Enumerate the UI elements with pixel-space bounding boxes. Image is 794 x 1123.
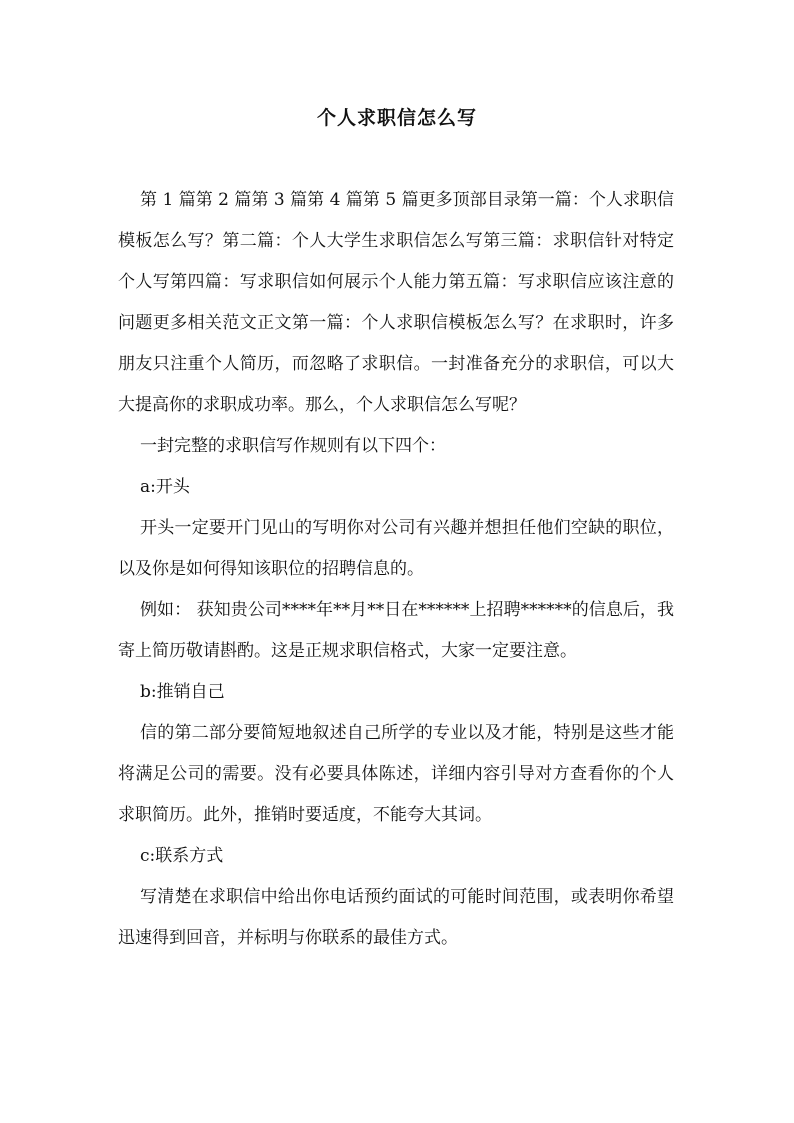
document-title: 个人求职信怎么写 [316,107,477,129]
paragraph-opening: 开头一定要开门见山的写明你对公司有兴趣并想担任他们空缺的职位，以及你是如何得知该职位的招聘信息的。 [118,518,674,579]
paragraph-self-promotion: 信的第二部分要简短地叙述自己所学的专业以及才能，特别是这些才能将满足公司的需要。没有必要具体陈述，详细内容引导对方查看你的个人求职简历。此外，推销时要适度，不能夸大其词。 [118,723,674,825]
section-heading-contact: c:联系方式 [140,846,224,866]
paragraph-rules-heading: 一封完整的求职信写作规则有以下四个： [140,436,446,456]
section-heading-self-promotion: b:推销自己 [140,682,225,702]
paragraph-intro: 第 1 篇第 2 篇第 3 篇第 4 篇第 5 篇更多顶部目录第一篇：个人求职信模板怎么写？第二篇：个人大学生求职信怎么写第三篇：求职信针对特定个人写第四篇：写求职信如何展示个人能力第五篇：写求职信应该注意的问题更多相关范文正文第一篇：个人求职信模板怎么写？在求职时，许多朋友只注重个人简历，而忽略了求职信。一封准备充分的求职信，可以大大提高你的求职成功率。那么，个人求职信怎么写呢？ [118,190,674,415]
document-body [118,180,674,959]
paragraph-contact: 写清楚在求职信中给出你电话预约面试的可能时间范围，或表明你希望迅速得到回音，并标明与你联系的最佳方式。 [118,887,674,948]
paragraph-example: 例如： 获知贵公司****年**月**日在******上招聘******的信息后，我寄上简历敬请斟酌。这是正规求职信格式，大家一定要注意。 [118,600,674,661]
section-heading-opening: a:开头 [140,477,190,497]
